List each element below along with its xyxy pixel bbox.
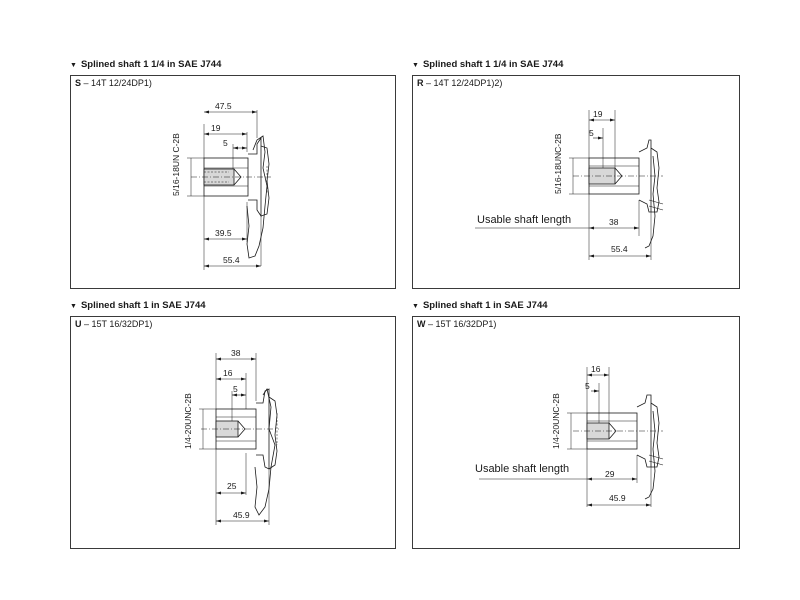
dimension-label: 5 xyxy=(223,138,228,148)
shaft-drawing-s xyxy=(71,76,395,288)
dimension-label: 19 xyxy=(211,123,221,133)
dimension-label: 38 xyxy=(231,348,241,358)
section-title-text: Splined shaft 1 1/4 in SAE J744 xyxy=(80,59,222,70)
shaft-code: S xyxy=(75,78,82,88)
collapse-triangle-icon[interactable]: ▼ xyxy=(70,62,77,69)
dimension-label: 5 xyxy=(233,384,238,394)
shaft-drawing-r xyxy=(413,76,739,288)
collapse-triangle-icon[interactable]: ▼ xyxy=(412,62,419,69)
collapse-triangle-icon[interactable]: ▼ xyxy=(70,303,77,310)
section-title-s xyxy=(70,59,221,70)
housing-outline xyxy=(255,389,275,515)
shaft-drawing-w xyxy=(413,317,739,548)
shaft-code: U xyxy=(75,319,82,329)
drawing-panel-u xyxy=(70,316,396,549)
dimension-label: 5 xyxy=(585,381,590,391)
section-title-text: Splined shaft 1 in SAE J744 xyxy=(422,300,548,311)
shaft-spec: – 15T 16/32DP1) xyxy=(84,319,153,329)
housing-outline xyxy=(645,156,655,248)
shaft-spec: – 15T 16/32DP1) xyxy=(428,319,497,329)
dimension-label: 47.5 xyxy=(215,101,232,111)
dimension-label: 55.4 xyxy=(611,244,628,254)
dimension-label: 45.9 xyxy=(609,493,626,503)
dimension-label: 16 xyxy=(223,368,233,378)
shaft-code: R xyxy=(417,78,424,88)
section-title-u xyxy=(70,300,206,311)
section-title-text: Splined shaft 1 1/4 in SAE J744 xyxy=(422,59,564,70)
thread-spec-label: 5/16-18UNC-2B xyxy=(553,133,563,194)
section-title-r xyxy=(412,59,563,70)
thread-spec-label: 1/4-20UNC-2B xyxy=(183,393,193,449)
thread-spec-label: 1/4-20UNC-2B xyxy=(551,393,561,449)
drawing-panel-s xyxy=(70,75,396,289)
dimension-label: 45.9 xyxy=(233,510,250,520)
section-title-text: Splined shaft 1 in SAE J744 xyxy=(80,300,206,311)
drawing-panel-w xyxy=(412,316,740,549)
dimension-label: 29 xyxy=(605,469,615,479)
shaft-spec: – 14T 12/24DP1)2) xyxy=(426,78,503,88)
dimension-label: 55.4 xyxy=(223,255,240,265)
dimension-label: 25 xyxy=(227,481,237,491)
collapse-triangle-icon[interactable]: ▼ xyxy=(412,303,419,310)
shaft-code: W xyxy=(417,319,426,329)
usable-shaft-length-label: Usable shaft length xyxy=(475,463,570,475)
dimension-label: 5 xyxy=(589,128,594,138)
thread-spec-label: 5/16-18UN C-2B xyxy=(171,133,181,196)
section-title-w xyxy=(412,300,548,311)
drawing-panel-r xyxy=(412,75,740,289)
shaft-drawing-u xyxy=(71,317,395,548)
dimension-label: 16 xyxy=(591,364,601,374)
dimension-label: 39.5 xyxy=(215,228,232,238)
shaft-spec: – 14T 12/24DP1) xyxy=(83,78,152,88)
dimension-label: 19 xyxy=(593,109,603,119)
usable-shaft-length-label: Usable shaft length xyxy=(477,214,572,226)
dimension-label: 38 xyxy=(609,217,619,227)
